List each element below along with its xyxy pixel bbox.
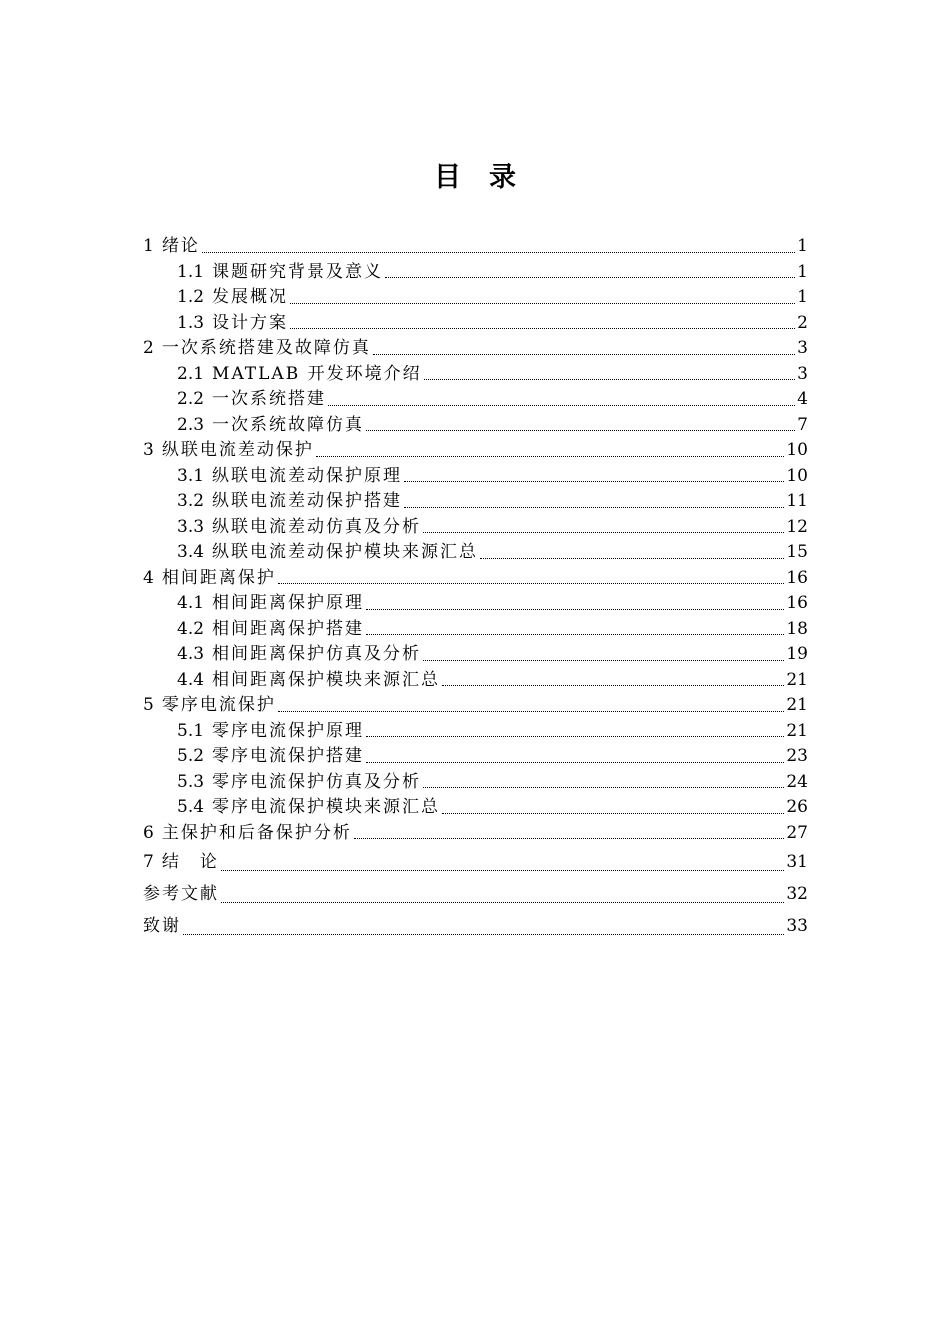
toc-entry-number: 3.2 bbox=[177, 491, 205, 511]
toc-leader-dots bbox=[442, 812, 784, 814]
toc-entry-page: 10 bbox=[786, 440, 808, 460]
toc-entry[interactable] bbox=[143, 336, 808, 362]
toc-entry[interactable] bbox=[143, 642, 808, 668]
toc-entry-label: 零序电流保护 bbox=[161, 695, 276, 715]
toc-entry-page: 3 bbox=[797, 363, 808, 384]
toc-leader-dots bbox=[290, 327, 795, 329]
toc-entry[interactable] bbox=[143, 566, 808, 592]
toc-entry-page: 21 bbox=[786, 720, 808, 741]
toc-entry-page: 31 bbox=[786, 852, 808, 872]
toc-entry-number: 2.2 bbox=[177, 389, 205, 409]
toc-entry[interactable] bbox=[143, 668, 808, 694]
toc-entry[interactable] bbox=[143, 617, 808, 643]
toc-entry[interactable] bbox=[143, 438, 808, 464]
toc-entry[interactable] bbox=[143, 464, 808, 490]
toc-entry-page: 16 bbox=[786, 567, 808, 588]
toc-leader-dots bbox=[278, 710, 785, 712]
toc-entry-label: 零序电流保护搭建 bbox=[212, 746, 365, 766]
toc-leader-dots bbox=[221, 869, 785, 871]
toc-entry-page: 18 bbox=[786, 618, 808, 639]
toc-entry[interactable] bbox=[143, 591, 808, 617]
toc-entry-label: 零序电流保护模块来源汇总 bbox=[212, 797, 441, 817]
toc-entry[interactable] bbox=[143, 846, 808, 878]
toc-title bbox=[0, 155, 950, 194]
toc-entry-label: 纵联电流差动保护搭建 bbox=[212, 491, 403, 511]
toc-entry-label: 纵联电流差动保护模块来源汇总 bbox=[212, 542, 479, 562]
toc-entry-page: 1 bbox=[797, 261, 808, 282]
toc-entry-number: 2.1 bbox=[177, 363, 205, 384]
toc-entry-label: 相间距离保护搭建 bbox=[212, 618, 365, 639]
toc-entry-page: 27 bbox=[786, 822, 808, 843]
toc-entry-number: 5 bbox=[143, 695, 154, 715]
toc-entry-number: 1.1 bbox=[177, 261, 205, 282]
toc-entry-label: 一次系统故障仿真 bbox=[212, 414, 365, 435]
toc-entry-label: MATLAB 开发环境介绍 bbox=[212, 363, 422, 384]
toc-leader-dots bbox=[385, 276, 795, 278]
toc-leader-dots bbox=[202, 251, 795, 253]
toc-entry-number: 1 bbox=[143, 236, 154, 256]
toc-entry[interactable] bbox=[143, 693, 808, 719]
toc-entry-label: 纵联电流差动保护原理 bbox=[212, 465, 403, 486]
toc-entry-label: 相间距离保护模块来源汇总 bbox=[212, 669, 441, 690]
toc-entry-number: 5.4 bbox=[177, 797, 205, 817]
toc-leader-dots bbox=[354, 837, 785, 839]
toc-entry[interactable] bbox=[143, 795, 808, 821]
toc-entry-page: 1 bbox=[797, 236, 808, 256]
toc-entry-label: 相间距离保护原理 bbox=[212, 593, 365, 613]
toc-entry-label: 相间距离保护 bbox=[161, 567, 276, 588]
toc-leader-dots bbox=[290, 302, 795, 304]
toc-leader-dots bbox=[278, 582, 785, 584]
toc-entry-label: 参考文献 bbox=[143, 884, 219, 904]
toc-entry-page: 1 bbox=[797, 287, 808, 307]
toc-title-char-1: 目 bbox=[434, 162, 461, 193]
toc-entry-page: 16 bbox=[786, 593, 808, 613]
toc-entry-label: 相间距离保护仿真及分析 bbox=[212, 644, 422, 664]
toc-entry-label: 一次系统搭建及故障仿真 bbox=[161, 338, 371, 358]
toc-entry-page: 32 bbox=[786, 884, 808, 904]
toc-leader-dots bbox=[183, 933, 784, 935]
toc-leader-dots bbox=[373, 353, 795, 355]
toc-entry-label: 纵联电流差动保护 bbox=[161, 440, 314, 460]
toc-entry-label: 纵联电流差动仿真及分析 bbox=[212, 516, 422, 537]
toc-entry[interactable] bbox=[143, 719, 808, 745]
toc-entry-page: 23 bbox=[786, 746, 808, 766]
toc-entry[interactable] bbox=[143, 311, 808, 337]
toc-leader-dots bbox=[424, 378, 796, 380]
toc-entry[interactable] bbox=[143, 910, 808, 942]
toc-entry[interactable] bbox=[143, 821, 808, 847]
toc-leader-dots bbox=[366, 735, 784, 737]
toc-entry-number: 4.3 bbox=[177, 644, 205, 664]
toc-entry-page: 4 bbox=[797, 389, 808, 409]
toc-entry-number: 1.3 bbox=[177, 312, 205, 333]
toc-entry[interactable] bbox=[143, 413, 808, 439]
toc-entry-page: 26 bbox=[786, 797, 808, 817]
toc-leader-dots bbox=[404, 506, 784, 508]
toc-entry[interactable] bbox=[143, 234, 808, 260]
toc-leader-dots bbox=[366, 429, 795, 431]
toc-entry-page: 3 bbox=[797, 338, 808, 358]
toc-entry-label: 零序电流保护仿真及分析 bbox=[212, 771, 422, 792]
toc-entry-label: 发展概况 bbox=[212, 287, 289, 307]
toc-entry-label: 绪论 bbox=[161, 236, 200, 256]
toc-entry-page: 21 bbox=[786, 695, 808, 715]
toc-entry-page: 11 bbox=[786, 491, 808, 511]
toc-entry-label: 设计方案 bbox=[212, 312, 289, 333]
toc-entry-number: 5.3 bbox=[177, 771, 205, 792]
toc-entry[interactable] bbox=[143, 260, 808, 286]
toc-entry-page: 33 bbox=[786, 916, 808, 936]
toc-entry[interactable] bbox=[143, 387, 808, 413]
toc-entry-number: 5.1 bbox=[177, 720, 205, 741]
toc-entry-number: 3.1 bbox=[177, 465, 205, 486]
toc-entry-number: 4.1 bbox=[177, 593, 205, 613]
toc-leader-dots bbox=[366, 761, 784, 763]
toc-entry-page: 10 bbox=[786, 465, 808, 486]
toc-entry-page: 7 bbox=[797, 414, 808, 435]
toc-entry-number: 4 bbox=[143, 567, 154, 588]
toc-leader-dots bbox=[423, 531, 784, 533]
toc-entry[interactable] bbox=[143, 489, 808, 515]
toc-entry-label: 一次系统搭建 bbox=[212, 389, 327, 409]
toc-leader-dots bbox=[480, 557, 784, 559]
toc-entry[interactable] bbox=[143, 744, 808, 770]
toc-leader-dots bbox=[316, 455, 785, 457]
toc-leader-dots bbox=[423, 786, 784, 788]
toc-leader-dots bbox=[328, 404, 795, 406]
toc-entry-number: 4.4 bbox=[177, 669, 205, 690]
toc-entry-number: 6 bbox=[143, 822, 154, 843]
toc-entry[interactable] bbox=[143, 515, 808, 541]
toc-leader-dots bbox=[366, 608, 784, 610]
toc-entry-number: 3 bbox=[143, 440, 154, 460]
toc-title-char-2: 录 bbox=[489, 162, 516, 193]
toc-leader-dots bbox=[442, 684, 784, 686]
toc-entry-number: 1.2 bbox=[177, 287, 205, 307]
toc-leader-dots bbox=[221, 901, 784, 903]
toc-entry-number: 4.2 bbox=[177, 618, 205, 639]
toc-entry[interactable] bbox=[143, 770, 808, 796]
toc-leader-dots bbox=[366, 633, 784, 635]
toc-leader-dots bbox=[404, 480, 784, 482]
toc-entry-page: 19 bbox=[786, 644, 808, 664]
toc-leader-dots bbox=[423, 659, 784, 661]
toc-entry-page: 15 bbox=[786, 542, 808, 562]
toc-entry[interactable] bbox=[143, 878, 808, 910]
toc-entry-label: 结 论 bbox=[161, 852, 219, 872]
toc-entry-page: 24 bbox=[786, 771, 808, 792]
toc-entry-page: 2 bbox=[797, 312, 808, 333]
table-of-contents bbox=[143, 234, 808, 942]
toc-entry[interactable] bbox=[143, 285, 808, 311]
toc-entry-label: 零序电流保护原理 bbox=[212, 720, 365, 741]
toc-entry-page: 12 bbox=[786, 516, 808, 537]
toc-entry-number: 2 bbox=[143, 338, 154, 358]
toc-entry-label: 课题研究背景及意义 bbox=[212, 261, 384, 282]
toc-entry-number: 3.4 bbox=[177, 542, 205, 562]
toc-entry[interactable] bbox=[143, 362, 808, 388]
toc-entry[interactable] bbox=[143, 540, 808, 566]
toc-entry-number: 7 bbox=[143, 852, 154, 872]
toc-entry-label: 主保护和后备保护分析 bbox=[161, 822, 352, 843]
toc-entry-page: 21 bbox=[786, 669, 808, 690]
toc-entry-number: 2.3 bbox=[177, 414, 205, 435]
toc-entry-number: 5.2 bbox=[177, 746, 205, 766]
toc-entry-number: 3.3 bbox=[177, 516, 205, 537]
toc-entry-label: 致谢 bbox=[143, 916, 181, 936]
